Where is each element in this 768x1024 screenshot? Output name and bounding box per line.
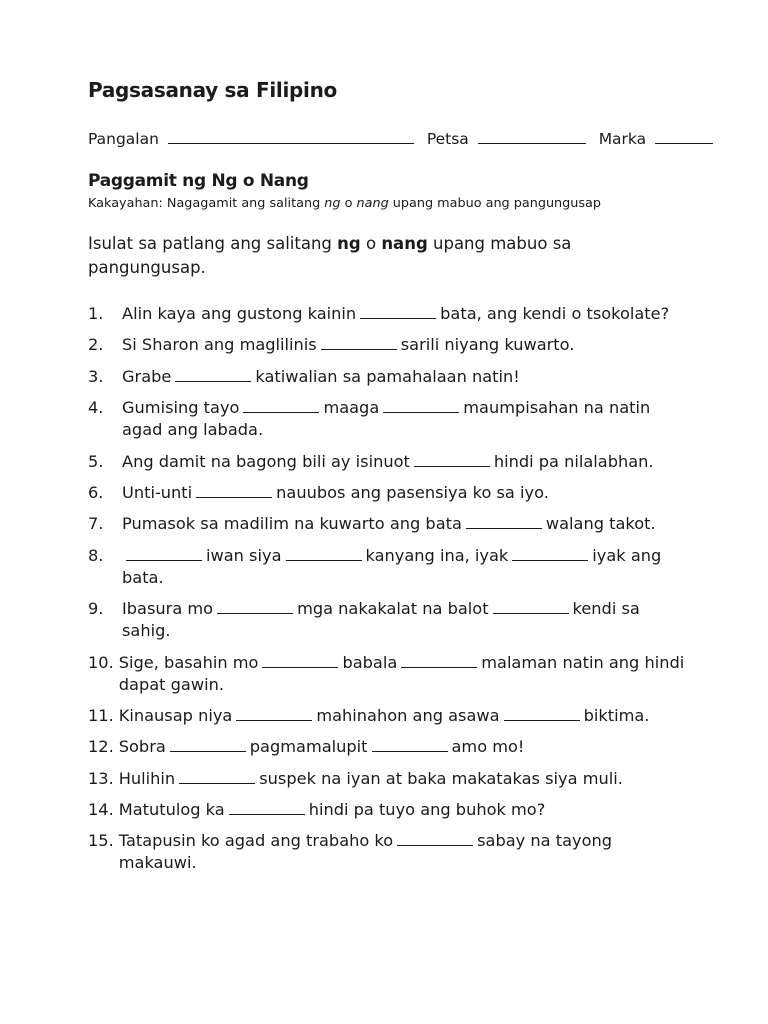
answer-blank[interactable] [401, 653, 477, 668]
sentence-part: kanyang ina, iyak [365, 545, 509, 565]
answer-blank[interactable] [179, 769, 255, 784]
item-number: 11. [88, 705, 114, 725]
sentence-part: Sobra [118, 737, 166, 757]
exercise-item [88, 397, 688, 441]
sentence-part: hindi pa nilalabhan. [493, 451, 654, 471]
sentence-part: iyak ang bata. [122, 545, 662, 587]
sentence-part: Kinausap niya [118, 705, 233, 725]
name-label: Pangalan [88, 130, 159, 148]
skill-word-nang: nang [356, 196, 389, 211]
item-sentence [119, 830, 688, 874]
name-blank[interactable] [168, 129, 414, 144]
answer-blank[interactable] [286, 546, 362, 561]
answer-blank[interactable] [397, 831, 473, 846]
item-number: 12. [88, 737, 114, 757]
item-number: 1. [88, 304, 104, 323]
exercise-item [88, 366, 688, 388]
answer-blank[interactable] [466, 514, 542, 529]
item-number: 13. [88, 768, 114, 788]
answer-blank[interactable] [360, 304, 436, 319]
sentence-part: Pumasok sa madilim na kuwarto ang bata [122, 514, 462, 534]
instruction-text-end: upang mabuo sa pangungusap. [88, 234, 572, 277]
instruction-bold-nang: nang [381, 234, 428, 253]
exercise-item [88, 830, 688, 874]
item-sentence [122, 451, 688, 473]
answer-blank[interactable] [512, 546, 588, 561]
date-label: Petsa [426, 130, 469, 148]
sentence-part: Alin kaya ang gustong kainin [122, 304, 357, 323]
header-fields [88, 129, 713, 148]
item-sentence [119, 768, 688, 790]
answer-blank[interactable] [196, 483, 272, 498]
sentence-part: pagmamalupit [249, 737, 368, 757]
answer-blank[interactable] [493, 599, 569, 614]
item-sentence [122, 482, 688, 504]
sentence-part: sarili niyang kuwarto. [400, 335, 575, 355]
exercise-item [88, 303, 688, 325]
item-number: 3. [88, 366, 104, 386]
sentence-part: walang takot. [545, 514, 656, 534]
item-sentence [122, 366, 688, 388]
answer-blank[interactable] [170, 737, 246, 752]
sentence-part: maaga [323, 398, 380, 418]
sentence-part: Si Sharon ang maglilinis [122, 335, 317, 355]
answer-blank[interactable] [372, 737, 448, 752]
sentence-part: amo mo! [451, 737, 525, 757]
worksheet-title: Pagsasanay sa Filipino [88, 78, 337, 102]
item-sentence [122, 513, 688, 535]
exercise-item [88, 768, 688, 790]
date-blank[interactable] [478, 129, 586, 144]
sentence-part: bata, ang kendi o tsokolate? [440, 304, 670, 323]
sentence-part: malaman natin ang hindi dapat gawin. [118, 652, 685, 694]
item-sentence [119, 705, 688, 727]
sentence-part: Hulihin [118, 768, 176, 788]
item-sentence [122, 397, 688, 441]
item-sentence [122, 598, 688, 642]
skill-suffix: upang mabuo ang pangungusap [392, 196, 602, 211]
item-number: 6. [88, 482, 104, 502]
sentence-part: Unti-unti [122, 482, 193, 502]
answer-blank[interactable] [229, 800, 305, 815]
sentence-part: sabay na tayong makauwi. [118, 831, 613, 873]
item-sentence [122, 545, 688, 589]
item-number: 14. [88, 800, 114, 820]
answer-blank[interactable] [126, 546, 202, 561]
answer-blank[interactable] [414, 452, 490, 467]
sentence-part: katiwalian sa pamahalaan natin! [255, 366, 520, 386]
item-sentence [119, 652, 688, 696]
sentence-part: suspek na iyan at baka makatakas siya muli. [259, 768, 623, 788]
skill-or: o [344, 196, 353, 211]
exercise-item [88, 482, 688, 504]
sentence-part: Ang damit na bagong bili ay isinuot [122, 451, 410, 471]
answer-blank[interactable] [217, 599, 293, 614]
item-number: 10. [88, 652, 114, 672]
exercise-item [88, 513, 688, 535]
instruction-text: Isulat sa patlang ang salitang [88, 234, 332, 253]
exercise-item [88, 545, 688, 589]
answer-blank[interactable] [175, 367, 251, 382]
exercise-item [88, 736, 688, 758]
item-sentence [122, 303, 688, 325]
item-number: 15. [88, 831, 114, 851]
item-sentence [119, 736, 688, 758]
skill-description [88, 196, 601, 211]
sentence-part: maumpisahan na natin agad ang labada. [122, 398, 651, 440]
sentence-part: Tatapusin ko agad ang trabaho ko [118, 831, 394, 851]
item-number: 5. [88, 451, 104, 471]
item-number: 4. [88, 398, 104, 418]
exercise-item [88, 334, 688, 356]
answer-blank[interactable] [504, 706, 580, 721]
score-label: Marka [598, 130, 647, 148]
sentence-part: Ibasura mo [122, 599, 214, 619]
item-sentence [119, 799, 688, 821]
item-number: 2. [88, 335, 104, 355]
exercise-list [88, 303, 688, 884]
skill-word-ng: ng [324, 196, 341, 211]
sentence-part: babala [342, 652, 398, 672]
answer-blank[interactable] [243, 398, 319, 413]
answer-blank[interactable] [236, 706, 312, 721]
sentence-part: biktima. [583, 705, 650, 725]
sentence-part: iwan siya [206, 545, 282, 565]
answer-blank[interactable] [383, 398, 459, 413]
exercise-item [88, 652, 688, 696]
instruction-bold-ng: ng [337, 234, 361, 253]
sentence-part: kendi sa sahig. [122, 599, 640, 641]
instructions [88, 232, 648, 280]
sentence-part: nauubos ang pasensiya ko sa iyo. [276, 482, 549, 502]
item-sentence [122, 334, 688, 356]
item-number: 9. [88, 599, 104, 619]
exercise-item [88, 705, 688, 727]
score-blank[interactable] [655, 129, 713, 144]
section-title: Paggamit ng Ng o Nang [88, 171, 309, 191]
exercise-item [88, 451, 688, 473]
instruction-or: o [365, 234, 377, 253]
answer-blank[interactable] [262, 653, 338, 668]
sentence-part: hindi pa tuyo ang buhok mo? [308, 800, 546, 820]
exercise-item [88, 598, 688, 642]
item-number: 8. [88, 545, 104, 565]
sentence-part: Sige, basahin mo [118, 652, 259, 672]
sentence-part: Matutulog ka [118, 800, 225, 820]
sentence-part: mahinahon ang asawa [316, 705, 500, 725]
sentence-part: Gumising tayo [122, 398, 240, 418]
exercise-item [88, 799, 688, 821]
skill-prefix: Kakayahan: Nagagamit ang salitang [88, 196, 321, 211]
item-number: 7. [88, 514, 104, 534]
sentence-part: mga nakakalat na balot [297, 599, 489, 619]
answer-blank[interactable] [321, 335, 397, 350]
sentence-part: Grabe [122, 366, 172, 386]
